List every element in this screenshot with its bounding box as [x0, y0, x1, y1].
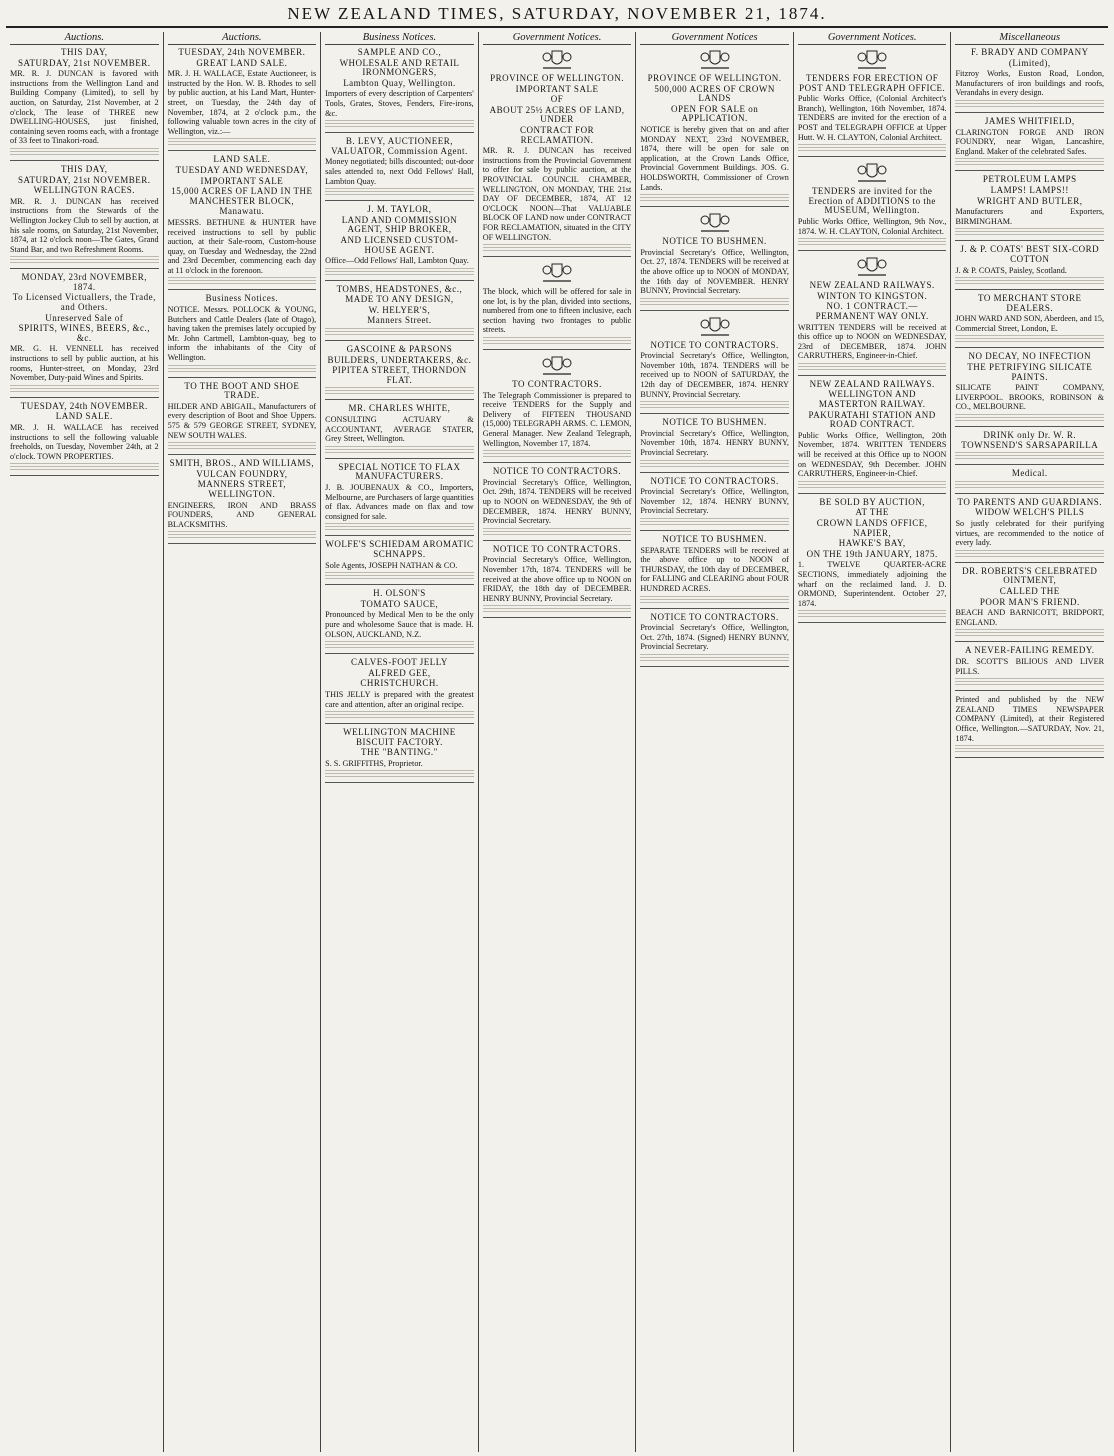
advertisement [798, 380, 947, 494]
advertisement [168, 459, 317, 544]
fine-print [955, 481, 1104, 488]
advertisement [10, 273, 159, 398]
ad-heading-line: 500,000 ACRES OF CROWN LANDS [654, 83, 775, 104]
ad-heading-line: WELLINGTON RACES. [33, 185, 135, 196]
ad-heading-line: IMPORTANT SALE [515, 83, 599, 94]
ad-heading-line: THE "BANTING." [361, 747, 438, 758]
ad-body-text: Provincial Secretary's Office, Wellington, November 12, 1874. HENRY BUNNY, Provincial Secretary. [640, 487, 789, 516]
fine-print [955, 335, 1104, 342]
advertisement [955, 48, 1104, 113]
ad-heading-line: WINTON TO KINGSTON. [817, 290, 928, 301]
ad-body-text: CONSULTING ACTUARY & ACCOUNTANT, AVERAGE STATER, Grey Street, Wellington. [325, 415, 474, 444]
advertisement [325, 345, 474, 400]
ad-body-text: DR. SCOTT'S BILIOUS AND LIVER PILLS. [955, 656, 1105, 676]
column-heading: Government Notices. [483, 32, 632, 45]
column [320, 32, 478, 1452]
ad-heading-line: OPEN FOR SALE on APPLICATION. [670, 103, 759, 124]
ad-heading-line: VULCAN FOUNDRY, [196, 468, 288, 479]
advertisement [168, 294, 317, 377]
fine-print [483, 337, 632, 344]
ad-heading-line: NOTICE TO CONTRACTORS. [650, 611, 779, 622]
fine-print [325, 446, 474, 453]
ad-heading-line: NOTICE TO CONTRACTORS. [650, 475, 779, 486]
ad-heading-line: Unreserved Sale of [45, 312, 124, 323]
fine-print [955, 228, 1104, 235]
ad-heading-line: PROVINCE OF WELLINGTON. [490, 73, 624, 83]
ad-heading-line: WELLINGTON MACHINE BISCUIT FACTORY. [343, 727, 456, 747]
advertisement [955, 646, 1104, 691]
ad-body-text: BEACH AND BARNICOTT, BRIDPORT, ENGLAND. [955, 608, 1105, 627]
ad-heading-line: PAKURATAHI STATION AND ROAD CONTRACT. [808, 409, 936, 430]
advertisement [955, 469, 1104, 494]
ad-heading-line: WOLFE'S SCHIEDAM AROMATIC SCHNAPPS. [325, 539, 474, 559]
advertisement [955, 117, 1104, 171]
fine-print [955, 277, 1104, 284]
fine-print [955, 414, 1104, 421]
ad-body-text: MR. G. H. VENNELL has received instructions to sell by public auction, at his rooms, Hunter-street, on Monday, 23rd November, Duty-paid Wines and Spirits. [10, 344, 159, 383]
newspaper-title: NEW ZEALAND TIMES, SATURDAY, NOVEMBER 21, 1874. [287, 4, 827, 23]
advertisement [955, 431, 1104, 465]
ad-body-text: WRITTEN TENDERS will be received at this office up to NOON on WEDNESDAY, 23rd of DECEMBER, 1874. JOHN CARRUTHERS, Engineer-in-Chief. [797, 322, 947, 361]
fine-print [483, 450, 632, 457]
ad-heading-line: TENDERS FOR ERECTION OF POST AND TELEGRAPH OFFICE. [799, 73, 946, 93]
ad-heading-line: BE SOLD BY AUCTION, [819, 496, 926, 507]
masthead-rule [6, 26, 1108, 28]
advertisement [955, 352, 1104, 427]
fine-print [168, 277, 317, 284]
ad-heading-line: IMPORTANT SALE [200, 175, 284, 186]
advertisement [955, 245, 1104, 290]
ad-body-text: Office—Odd Fellows' Hall, Lambton Quay. [325, 256, 469, 266]
fine-print [955, 158, 1104, 165]
ad-heading-line: F. BRADY AND COMPANY [970, 47, 1089, 57]
fine-print [10, 463, 159, 470]
ad-heading-line: TO THE BOOT AND SHOE TRADE. [184, 380, 300, 401]
ad-heading-line: AT THE [855, 507, 889, 518]
ad-heading-line: Manners Street. [367, 315, 432, 326]
ad-heading-line: THIS DAY, [61, 47, 108, 57]
ad-body-text: MR. R. J. DUNCAN is favored with instructions from the Wellington Land and Building Company (Limited), to sell by auction, on Saturday, 21st November, at 2 o'clock, The lease of THREE new DWELLING-HOUSES, just finished, containing seven rooms each, with a frontage of 33 feet to Tinakori-road. [10, 69, 159, 146]
fine-print [325, 387, 474, 394]
ad-heading-line: AND LICENSED CUSTOM-HOUSE AGENT. [340, 234, 459, 255]
advertisement [483, 545, 632, 619]
fine-print [640, 460, 789, 467]
ad-body-text: J. & P. COATS, Paisley, Scotland. [955, 265, 1067, 275]
ad-heading-line: TO MERCHANT STORE DEALERS. [978, 293, 1082, 313]
ad-heading-line: OF [550, 94, 564, 105]
column-heading: Business Notices. [325, 32, 474, 45]
advertisement [325, 404, 474, 458]
fine-print [483, 528, 632, 535]
advertisement [640, 315, 789, 415]
ad-heading-line: ABOUT 25½ ACRES OF LAND, UNDER [489, 104, 625, 125]
column [478, 32, 636, 1452]
advertisement [640, 48, 789, 207]
masthead [0, 0, 1114, 30]
ad-body-text: Provincial Secretary's Office, Wellington, Oct. 27, 1874. TENDERS will be received at the above office up to NOON of MONDAY, the 16th day of NOVEMBER. HENRY BUNNY, Provincial Secretary. [640, 247, 789, 296]
fine-print [955, 745, 1104, 752]
advertisement [325, 728, 474, 783]
column [635, 32, 793, 1452]
ad-heading-line: Lambton Quay, Wellington. [343, 77, 456, 88]
fine-print [955, 678, 1104, 685]
advertisement [325, 463, 474, 537]
ad-heading-line: MONDAY, 23rd NOVEMBER, 1874. [21, 272, 148, 292]
ad-heading-line: NOTICE TO BUSHMEN. [662, 417, 767, 428]
ad-heading-line: TOMBS, HEADSTONES, &c., [336, 283, 463, 294]
royal-crest-icon [698, 315, 732, 339]
ad-body-text: Printed and published by the NEW ZEALAND TIMES NEWSPAPER COMPANY (Limited), at their Registered Office, Wellington.—SATURDAY, Nov. 21, 1874. [955, 695, 1105, 743]
ad-body-text: 1. TWELVE QUARTER-ACRE SECTIONS, immediately adjoining the wharf on the reclaimed land. J. D. ORMOND, Superintendent. October 27, 1874. [797, 560, 947, 608]
ad-heading-line: JAMES WHITFIELD, [984, 115, 1075, 126]
ad-body-text: Provincial Secretary's Office, Wellington, November 17th, 1874. TENDERS will be received at the above office up to NOON on FRIDAY, the 18th day of DECEMBER. HENRY BUNNY, Provincial Secretary. [482, 555, 632, 603]
advertisement [325, 589, 474, 654]
ad-heading-line: PETROLEUM LAMPS [982, 174, 1077, 185]
ad-heading-line: CALLED THE [999, 585, 1060, 596]
ad-heading-line: SATURDAY, 21st NOVEMBER. [18, 57, 151, 68]
advertisement [798, 255, 947, 376]
ad-heading-line: Manawatu. [219, 206, 265, 217]
ad-body-text: The Telegraph Commissioner is prepared to receive TENDERS for the Supply and Delivery of FIFTEEN THOUSAND (15,000) TELEGRAPH ARMS. C. LEMON, General Manager. New Zealand Telegraph, Wellington, November 17, 1874. [482, 390, 632, 448]
ad-heading-line: 15,000 ACRES OF LAND IN THE MANCHESTER BLOCK, [171, 186, 313, 206]
fine-print [798, 238, 947, 245]
fine-print [640, 596, 789, 603]
ad-heading-line: CALVES-FOOT JELLY [351, 657, 448, 668]
ad-body-text: Manufacturers and Exporters, BIRMINGHAM. [955, 207, 1105, 226]
fine-print [325, 188, 474, 195]
ad-body-text: Public Works Office, (Colonial Architect's Branch), Wellington, 16th November, 1874. TENDERS are invited for the erection of a POST and TELEGRAPH OFFICE at Upper Hutt. W. H. CLAYTON, Colonial Architect. [797, 94, 947, 142]
fine-print [168, 442, 317, 449]
ad-heading-line: SPIRITS, WINES, BEERS, &c., &c. [18, 323, 150, 343]
ad-body-text: HILDER AND ABIGAIL, Manufacturers of every description of Boot and Shoe Uppers. 575 & 579 GEORGE STREET, SYDNEY, NEW SOUTH WALES. [167, 401, 317, 440]
advertisement [640, 418, 789, 472]
fine-print [10, 256, 159, 263]
ad-heading-line: ON THE 19th JANUARY, 1875. [806, 548, 938, 559]
ad-heading-line: PIPITEA STREET, THORNDON FLAT. [332, 365, 467, 385]
ad-heading-line: CROWN LANDS OFFICE, NAPIER, [816, 518, 928, 538]
ad-body-text: THIS JELLY is prepared with the greatest care and attention, after an original recipe. [325, 689, 474, 709]
advertisement [955, 294, 1104, 348]
ad-heading-line: GASCOINE & PARSONS [346, 344, 453, 355]
ad-heading-line: PROVINCE OF WELLINGTON. [647, 73, 782, 83]
advertisement [325, 137, 474, 201]
ad-heading-line: LAMPS! LAMPS!! [990, 184, 1069, 195]
fine-print [640, 518, 789, 525]
royal-crest-icon [540, 354, 574, 378]
ad-heading-line: BUILDERS, UNDERTAKERS, &c. [327, 354, 472, 365]
column-heading: Auctions. [168, 32, 317, 45]
ad-body-text: Provincial Secretary's Office, Wellington, Oct. 27th, 1874. (Signed) HENRY BUNNY, Provincial Secretary. [640, 623, 789, 652]
royal-crest-icon [855, 255, 889, 279]
fine-print [325, 120, 474, 127]
fine-print [798, 144, 947, 151]
fine-print [168, 365, 317, 372]
advertisement [640, 477, 789, 531]
ad-heading-line: B. LEVY, AUCTIONEER, VALUATOR, Commission Agent. [331, 136, 468, 156]
ad-body-text: MR. J. H. WALLACE has received instructions to sell the following valuable freeholds, on Tuesday, November 24th, at 2 o'clock. TOWN PROPERTIES. [10, 423, 159, 461]
fine-print [10, 148, 159, 155]
ad-heading-line: LAND SALE. [55, 411, 113, 422]
royal-crest-icon [540, 48, 574, 72]
ad-heading-line: MR. CHARLES WHITE, [348, 403, 451, 414]
ad-body-text: MR. R. J. DUNCAN has received instructions from the Provincial Government to offer for sale by public auction, at the PROVINCIAL COUNCIL CHAMBER, WELLINGTON, ON MONDAY, THE 21st DAY OF DECEMBER, 1874, AT 12 O'CLOCK NOON—That VALUABLE BLOCK OF LAND now under CONTRACT FOR RECLAMATION, situated in the CITY OF WELLINGTON. [482, 146, 632, 242]
ad-heading-line: SMITH, BROS., AND WILLIAMS, [169, 458, 315, 469]
ad-body-text: Importers of every description of Carpenters' Tools, Grates, Stoves, Fenders, Fire-irons, &c. [325, 89, 474, 118]
column-heading: Government Notices [640, 32, 789, 45]
royal-crest-icon [855, 161, 889, 185]
ad-heading-line: NEW ZEALAND RAILWAYS. [809, 378, 935, 389]
advertisement [325, 658, 474, 724]
ad-heading-line: CONTRACT FOR RECLAMATION. [519, 124, 595, 145]
advertisement [955, 695, 1104, 758]
fine-print [325, 268, 474, 275]
royal-crest-icon [698, 48, 732, 72]
fine-print [168, 531, 317, 538]
advertisement [10, 48, 159, 161]
fine-print [325, 572, 474, 579]
ad-heading-line: J. & P. COATS' BEST SIX-CORD COTTON [960, 244, 1100, 264]
ad-heading-line: NOTICE TO BUSHMEN. [662, 534, 767, 544]
advertisement [483, 48, 632, 257]
ad-heading-line: SPECIAL NOTICE TO FLAX MANUFACTURERS. [338, 461, 461, 482]
fine-print [325, 641, 474, 648]
ad-body-text: Provincial Secretary's Office, Wellington, Oct. 29th, 1874. TENDERS will be received up to NOON on WEDNESDAY, the 9th of DECEMBER, 1874. HENRY BUNNY, Provincial Secretary. [482, 477, 632, 526]
ad-body-text: Public Works Office, Wellington, 20th November, 1874. WRITTEN TENDERS will be received at this Office up to NOON on WEDNESDAY, 9th December. JOHN CARRUTHERS, Engineer-in-Chief. [797, 430, 947, 479]
advertisement [325, 540, 474, 585]
ad-heading-line: SATURDAY, 21st NOVEMBER. [18, 174, 151, 185]
ad-heading-line: THE PETRIFYING SILICATE PAINTS. [967, 362, 1093, 382]
ad-heading-line: (Limited), [1008, 57, 1051, 68]
ad-heading-line: TOMATO SAUCE, [360, 598, 439, 609]
advertisement [640, 535, 789, 609]
royal-crest-icon [698, 211, 732, 235]
advertisement [168, 382, 317, 456]
ad-heading-line: WIDOW WELCH'S PILLS [975, 507, 1085, 518]
ad-body-text: JOHN WARD AND SON, Aberdeen, and 15, Commercial Street, London, E. [955, 314, 1105, 333]
ad-body-text: J. B. JOUBENAUX & CO., Importers, Melbourne, are Purchasers of large quantities of flax. Advances made on flax and tow consigned for sale. [325, 483, 474, 521]
ad-body-text: MESSRS. BETHUNE & HUNTER have received instructions to sell by public auction, at their Sale-room, Custom-house quay, on Tuesday and Wednesday, the 22nd and 23rd December, commencing each day at 11 o'clock in the forenoon. [167, 217, 317, 275]
ad-body-text: S. S. GRIFFITHS, Proprietor. [325, 758, 423, 768]
ad-heading-line: TO PARENTS AND GUARDIANS. [957, 496, 1103, 507]
ad-heading-line: SAMPLE AND CO., [357, 47, 442, 57]
ad-heading-line: DRINK only Dr. W. R. TOWNSEND'S SARSAPARILLA [961, 430, 1099, 450]
ad-heading-line: NOTICE TO CONTRACTORS. [650, 339, 779, 350]
ad-heading-line: THIS DAY, [61, 163, 108, 174]
advertisement [483, 467, 632, 541]
advertisement [10, 402, 159, 477]
ad-heading-line: W. HELYER'S, [368, 304, 431, 315]
ad-body-text: SILICATE PAINT COMPANY, LIVERPOOL. BROOKS, ROBINSON & CO., MELBOURNE. [955, 383, 1105, 412]
column [6, 32, 163, 1452]
ad-heading-line: WHOLESALE AND RETAIL IRONMONGERS, [339, 57, 460, 78]
advertisement [640, 211, 789, 311]
advertisement [483, 261, 632, 350]
ad-heading-line: HAWKE'S BAY, [838, 538, 906, 549]
advertisement [798, 161, 947, 251]
ad-heading-line: J. M. TAYLOR, [367, 204, 432, 215]
ad-heading-line: TO CONTRACTORS. [512, 379, 602, 390]
ad-heading-line: H. OLSON'S [373, 588, 426, 599]
ad-heading-line: TUESDAY, 24th NOVEMBER. [178, 47, 306, 57]
ad-heading-line: ALFRED GEE, [368, 667, 431, 678]
ad-heading-line: MANNERS STREET, WELLINGTON. [197, 479, 287, 499]
fine-print [640, 654, 789, 661]
fine-print [325, 328, 474, 335]
ad-heading-line: NEW ZEALAND RAILWAYS. [809, 280, 935, 291]
ad-body-text: The block, which will be offered for sale in one lot, is by the plan, divided into sections, numbered from one to fifteen inclusive, each section having two frontages to public streets. [482, 287, 632, 335]
column [793, 32, 951, 1452]
ad-heading-line: DR. ROBERTS'S CELEBRATED OINTMENT, [962, 565, 1098, 586]
advertisement [10, 165, 159, 269]
fine-print [640, 194, 789, 201]
fine-print [955, 629, 1104, 636]
ad-heading-line: TUESDAY, 24th NOVEMBER. [20, 400, 148, 411]
ad-body-text: CLARINGTON FORGE AND IRON FOUNDRY, near Wigan, Lancashire, England. Maker of the celebrated Safes. [955, 127, 1105, 156]
ad-body-text: ENGINEERS, IRON AND BRASS FOUNDERS, AND GENERAL BLACKSMITHS. [167, 500, 317, 529]
columns [6, 32, 1108, 1452]
ad-body-text: Public Works Office, Wellington, 9th Nov., 1874. W. H. CLAYTON, Colonial Architect. [797, 216, 947, 236]
ad-heading-line: WELLINGTON AND MASTERTON RAILWAY. [818, 389, 926, 410]
fine-print [798, 481, 947, 488]
fine-print [955, 550, 1104, 557]
advertisement [798, 48, 947, 157]
fine-print [798, 363, 947, 370]
fine-print [955, 100, 1104, 107]
ad-heading-line: NOTICE TO BUSHMEN. [662, 236, 767, 247]
ad-heading-line: A NEVER-FAILING REMEDY. [965, 645, 1095, 656]
fine-print [955, 452, 1104, 459]
ad-heading-line: TUESDAY AND WEDNESDAY, [175, 164, 309, 175]
ad-heading-line: Business Notices. [205, 293, 279, 304]
ad-heading-line: WRIGHT AND BUTLER, [976, 195, 1083, 206]
royal-crest-icon [855, 48, 889, 72]
ad-heading-line: GREAT LAND SALE. [196, 57, 288, 68]
ad-body-text: NOTICE is hereby given that on and after MONDAY NEXT, 23rd NOVEMBER, 1874, there will be open for sale on application, at the Crown Lands Office, Provincial Government Buildings. JOS. G. HOLDSWORTH, Commissioner of Crown Lands. [640, 124, 789, 192]
fine-print [10, 385, 159, 392]
ad-heading-line: NOTICE TO CONTRACTORS. [492, 466, 622, 477]
fine-print [483, 605, 632, 612]
column-heading: Auctions. [10, 32, 159, 45]
ad-body-text: NOTICE. Messrs. POLLOCK & YOUNG, Butchers and Cattle Dealers (late of Otago), having taken the premises lately occupied by Mr. John Cartmell, Lambton-quay, beg to inform the inhabitants of the City of Wellington. [167, 305, 317, 363]
ad-heading-line: LAND AND COMMISSION AGENT, SHIP BROKER, [341, 214, 458, 235]
advertisement [798, 498, 947, 624]
advertisement [955, 175, 1104, 241]
ad-heading-line: LAND SALE. [213, 154, 271, 165]
ad-body-text: Pronounced by Medical Men to be the only pure and wholesome Sauce that is made. H. OLSON, AUCKLAND, N.Z. [325, 610, 474, 639]
advertisement [640, 613, 789, 667]
ad-heading-line: NO DECAY, NO INFECTION [968, 351, 1092, 362]
ad-body-text: Sole Agents, JOSEPH NATHAN & CO. [325, 560, 458, 570]
ad-heading-line: TENDERS are invited for the Erection of ADDITIONS to the MUSEUM, Wellington. [808, 186, 936, 216]
ad-heading-line: CHRISTCHURCH. [360, 678, 439, 689]
ad-body-text: Money negotiated; bills discounted; out-door sales attended to, next Odd Fellows' Hall, Lambton Quay. [325, 157, 474, 186]
royal-crest-icon [540, 261, 574, 285]
advertisement [483, 354, 632, 463]
fine-print [168, 138, 317, 145]
ad-body-text: So justly celebrated for their purifying virtues, are recommended to the notice of every lady. [955, 519, 1105, 548]
ad-body-text: SEPARATE TENDERS will be received at the above office up to NOON of THURSDAY, the 10th day of DECEMBER, for FALLING and CLEARING about FOUR HUNDRED ACRES. [640, 545, 789, 593]
ad-heading-line: POOR MAN'S FRIEND. [979, 596, 1080, 607]
advertisement [955, 498, 1104, 563]
ad-heading-line: MADE TO ANY DESIGN, [345, 294, 454, 305]
column-heading: Government Notices. [798, 32, 947, 45]
fine-print [325, 523, 474, 530]
advertisement [325, 285, 474, 341]
ad-heading-line: To Licensed Victuallers, the Trade, and Others. [12, 292, 156, 313]
advertisement [168, 48, 317, 151]
ad-heading-line: Medical. [1011, 468, 1048, 479]
fine-print [325, 770, 474, 777]
column-heading: Miscellaneous [955, 32, 1104, 45]
fine-print [483, 244, 632, 251]
ad-body-text: Provincial Secretary's Office, Wellington, November 10th, 1874. HENRY BUNNY, Provincial Secretary. [640, 428, 789, 458]
ad-heading-line: NO. 1 CONTRACT.—PERMANENT WAY ONLY. [815, 301, 929, 321]
fine-print [640, 298, 789, 305]
column [163, 32, 321, 1452]
fine-print [640, 401, 789, 408]
ad-body-text: MR. J. H. WALLACE, Estate Auctioneer, is instructed by the Hon. W. B. Rhodes to sell by public auction, at his Land Mart, Hunter-street, on Tuesday, the 24th day of November, 1874, at 2 o'clock p.m., the following valuable town acres in the city of Wellington, viz.:— [167, 69, 317, 136]
fine-print [798, 610, 947, 617]
ad-body-text: Provincial Secretary's Office, Wellington, November 10th, 1874. TENDERS will be received up to NOON of SATURDAY, the 12th day of DECEMBER, 1874. HENRY BUNNY, Provincial Secretary. [640, 351, 789, 399]
fine-print [325, 711, 474, 718]
column [950, 32, 1108, 1452]
advertisement [325, 205, 474, 281]
ad-body-text: Fitzroy Works, Euston Road, London, Manufacturers of iron buildings and roofs, Verandahs in every design. [955, 69, 1105, 98]
advertisement [325, 48, 474, 133]
ad-heading-line: NOTICE TO CONTRACTORS. [492, 543, 622, 554]
advertisement [168, 155, 317, 290]
ad-body-text: MR. R. J. DUNCAN has received instructions from the Stewards of the Wellington Jockey Club to sell by auction, at his sale rooms, on Saturday, 21st November, 1874, at 12 o'clock noon—The Gates, Grand Stand Bar, and two Refreshment Rooms. [10, 196, 159, 254]
advertisement [955, 567, 1104, 643]
